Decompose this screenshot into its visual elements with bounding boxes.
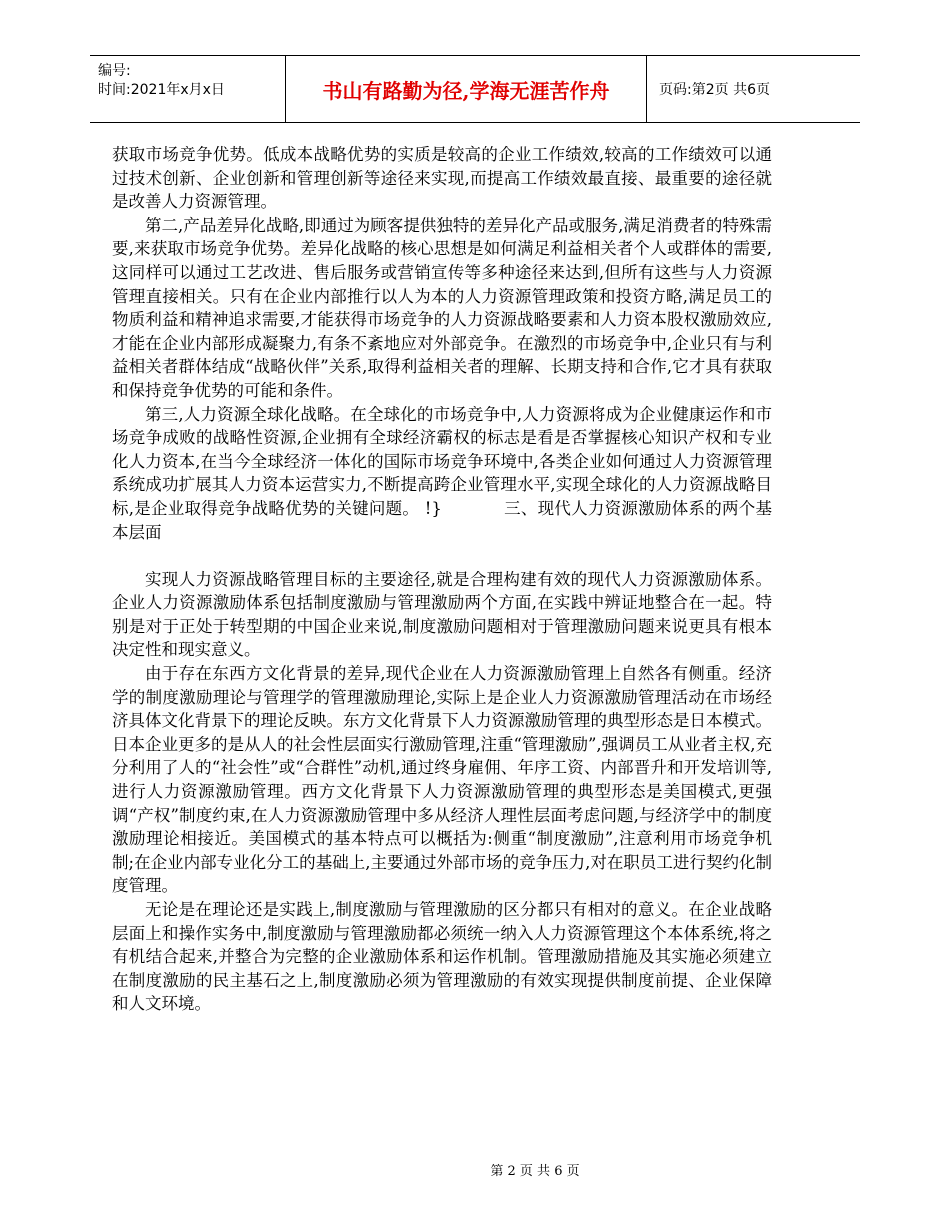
paragraph-3-tail: !} xyxy=(424,498,442,518)
paragraph-4: 实现人力资源战略管理目标的主要途径,就是合理构建有效的现代人力资源激励体系。企业人力资源激励体系包括制度激励与管理激励两个方面,在实践中辨证地整合在一起。特别是对于正处于转型期的中国企业来说,制度激励问题相对于管理激励问题来说更具有根本决定性和现实意义。 xyxy=(112,569,772,660)
header-meta xyxy=(90,56,285,122)
section-heading: 三、现代人力资源激励体系的两个基本层面 xyxy=(112,498,773,542)
paragraph-5: 由于存在东西方文化背景的差异,现代企业在人力资源激励管理上自然各有侧重。经济学的制度激励理论与管理学的管理激励理论,实际上是企业人力资源激励管理活动在市场经济具体文化背景下的理论反映。东方文化背景下人力资源激励管理的典型形态是日本模式。日本企业更多的是从人的社会性层面实行激励管理,注重“管理激励”,强调员工从业者主权,充分利用了人的“社会性”或“合群性”动机,通过终身雇佣、年序工资、内部晋升和开发培训等,进行人力资源激励管理。西方文化背景下人力资源激励管理的典型形态是美国模式,更强调“产权”制度约束,在人力资源激励管理中多从经济人理性层面考虑问题,与经济学中的制度激励理论相接近。美国模式的基本特点可以概括为:侧重“制度激励”,注意利用市场竞争机制;在企业内部专业化分工的基础上,主要通过外部市场的竞争压力,对在职员工进行契约化制度管理。 xyxy=(112,664,772,896)
paragraph-6: 无论是在理论还是实践上,制度激励与管理激励的区分都只有相对的意义。在企业战略层面上和操作实务中,制度激励与管理激励都必须统一纳入人力资源管理这个本体系统,将之有机结合起来,并整合为完整的企业激励体系和运作机制。管理激励措施及其实施必须建立在制度激励的民主基石之上,制度激励必须为管理激励的有效实现提供制度前提、企业保障和人文环境。 xyxy=(112,900,772,1014)
header-page-info: 页码:第2页 共6页 xyxy=(659,82,770,98)
paragraph-3-text: 第三,人力资源全球化战略。在全球化的市场竞争中,人力资源将成为企业健康运作和市场竞争成败的战略性资源,企业拥有全球经济霸权的标志是看是否掌握核心知识产权和专业化人力资本,在当今全球经济一体化的国际市场竞争环境中,各类企业如何通过人力资源管理系统成功扩展其人力资本运营实力,不断提高跨企业管理水平,实现全球化的人力资源战略目标,是企业取得竞争战略优势的关键问题。 xyxy=(112,404,772,518)
header-motto: 书山有路勤为径,学海无涯苦作舟 xyxy=(285,56,647,122)
page-footer: 第 2 页 共 6 页 xyxy=(490,1164,580,1179)
paragraph-1: 获取市场竞争优势。低成本战略优势的实质是较高的企业工作绩效,较高的工作绩效可以通过技术创新、企业创新和管理创新等途径来实现,而提高工作绩效最直接、最重要的途径就是改善人力资源管理。 xyxy=(112,145,772,212)
document-body xyxy=(112,143,772,1016)
page-header xyxy=(90,55,860,123)
blank-line xyxy=(112,544,772,568)
number-label: 编号: xyxy=(98,63,131,79)
paragraph-2: 第二,产品差异化战略,即通过为顾客提供独特的差异化产品或服务,满足消费者的特殊需要,来获取市场竞争优势。差异化战略的核心思想是如何满足利益相关者个人或群体的需要,这同样可以通过工艺改进、售后服务或营销宣传等多种途径来达到,但所有这些与人力资源管理直接相关。只有在企业内部推行以人为本的人力资源管理政策和投资方略,满足员工的物质利益和精神追求需要,才能获得市场竞争的人力资源战略要素和人力资本股权激励效应,才能在企业内部形成凝聚力,有条不紊地应对外部竞争。在激烈的市场竞争中,企业只有与利益相关者群体结成“战略伙伴”关系,取得利益相关者的理解、长期支持和合作,它才具有获取和保持竞争优势的可能和条件。 xyxy=(112,215,772,400)
time-label: 时间:2021年x月x日 xyxy=(98,82,225,98)
paragraph-3 xyxy=(112,403,772,545)
